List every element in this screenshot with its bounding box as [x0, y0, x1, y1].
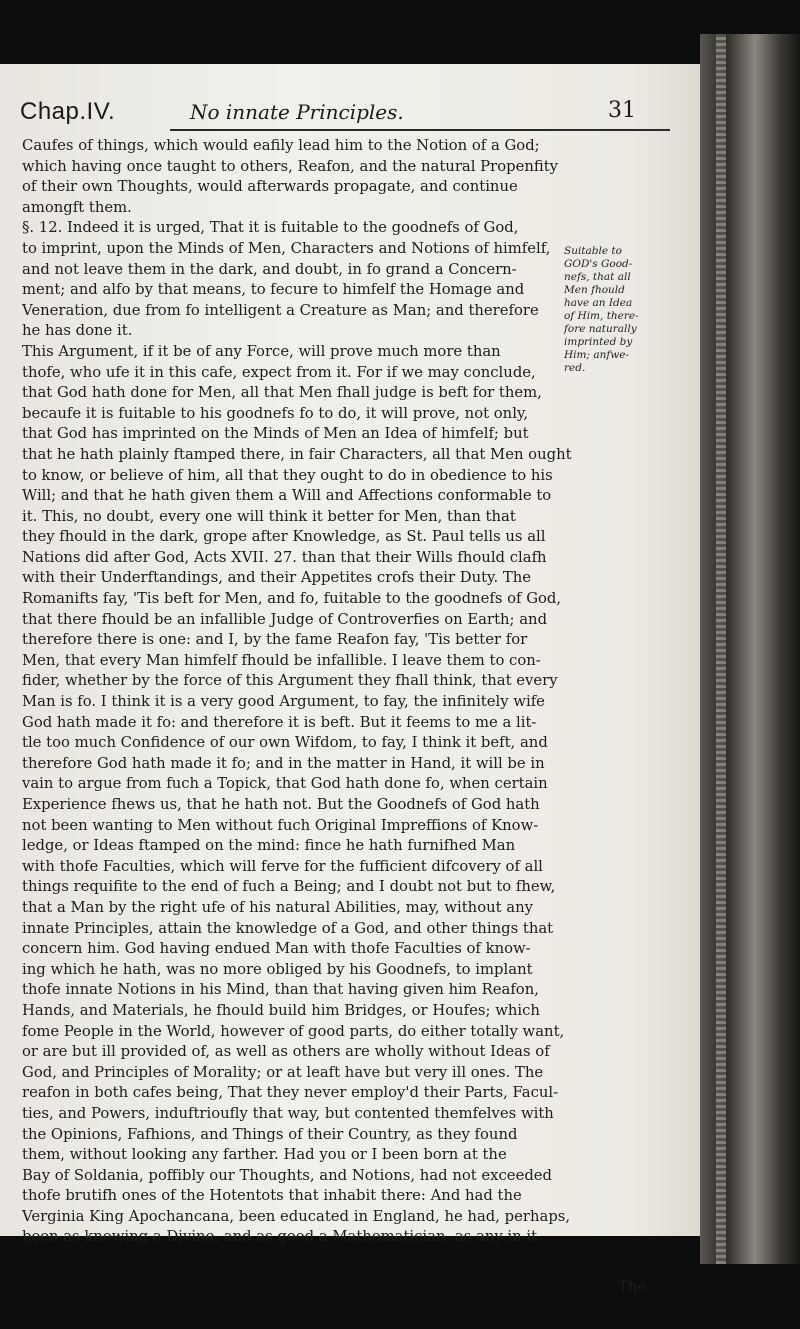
- margin-note-line: Suitable to: [564, 245, 622, 257]
- catchword: The: [618, 1277, 647, 1295]
- text-line: ties, and Powers, induftrioufly that way, but contented themfelves with: [22, 1104, 554, 1122]
- margin-note-line: GOD's Good-: [564, 258, 633, 270]
- text-line: fome People in the World, however of good parts, do either totally want,: [22, 1022, 565, 1040]
- text-line: Verginia King Apochancana, been educated in England, he had, perhaps,: [22, 1207, 571, 1225]
- margin-note-line: red.: [564, 362, 586, 374]
- text-line: thofe innate Notions in his Mind, than that having given him Reafon,: [22, 981, 539, 999]
- text-line: Experience fhews us, that he hath not. But the Goodnefs of God hath: [22, 796, 540, 813]
- text-line: that there fhould be an infallible Judge of Controverfies on Earth; and: [22, 610, 548, 628]
- text-line: amongft them.: [22, 198, 132, 216]
- book-page: [0, 64, 716, 1295]
- text-line: to imprint, upon the Minds of Men, Characters and Notions of himfelf,: [22, 239, 551, 257]
- text-line: he has done it.: [22, 322, 133, 340]
- text-line: that he hath plainly ftamped there, in fair Characters, all that Men ought: [22, 445, 572, 463]
- text-line: ledge, or Ideas ftamped on the mind: fince he hath furnifhed Man: [22, 837, 516, 855]
- text-line: innate Principles, attain the knowledge of a God, and other things that: [22, 919, 554, 937]
- header-rule: [170, 129, 670, 131]
- text-line: and not leave them in the dark, and doubt, in fo grand a Concern-: [22, 260, 517, 278]
- margin-note-line: Him; anfwe-: [564, 349, 630, 361]
- text-line: Men, that every Man himfelf fhould be infallible. I leave them to con-: [22, 651, 541, 669]
- margin-note-line: of Him, there-: [564, 310, 639, 322]
- text-line: Caufes of things, which would eafily lead him to the Notion of a God;: [22, 137, 540, 154]
- text-line: which having once taught to others, Reafon, and the natural Propenfity: [22, 157, 559, 175]
- text-line: This Argument, if it be of any Force, will prove much more than: [22, 342, 501, 360]
- margin-note: [564, 245, 668, 375]
- text-line: becaufe it is fuitable to his goodnefs fo to do, it will prove, not only,: [22, 404, 529, 422]
- text-line: concern him. God having endued Man with thofe Faculties of know-: [22, 940, 531, 958]
- text-line: them, without looking any farther. Had you or I been born at the: [22, 1146, 507, 1164]
- text-line: God, and Principles of Morality; or at leaft have but very ill ones. The: [22, 1063, 544, 1081]
- margin-note-line: Men fhould: [564, 284, 625, 296]
- text-line: or are but ill provided of, as well as others are wholly without Ideas of: [22, 1043, 550, 1061]
- book-gutter: [700, 34, 800, 1264]
- text-line: Veneration, due from fo intelligent a Creature as Man; and therefore: [22, 301, 539, 319]
- text-line: that God hath done for Men, all that Men fhall judge is beft for them,: [22, 384, 542, 402]
- text-line: they fhould in the dark, grope after Knowledge, as St. Paul tells us all: [22, 528, 546, 546]
- text-line: been as knowing a Divine, and as good a Mathematician, as any in it.: [22, 1228, 542, 1246]
- text-line: Nations did after God, Acts XVII. 27. than that their Wills fhould clafh: [22, 548, 547, 566]
- text-line: God hath made it fo: and therefore it is beft. But it feems to me a lit-: [22, 713, 537, 731]
- text-line: with thofe Faculties, which will ferve for the fufficient difcovery of all: [22, 857, 543, 875]
- text-line: it. This, no doubt, every one will think it better for Men, than that: [22, 507, 516, 525]
- page-number: 31: [608, 98, 636, 123]
- page-edges: [716, 34, 726, 1264]
- text-line: Man is fo. I think it is a very good Argument, to fay, the infinitely wife: [22, 693, 545, 711]
- margin-note-line: nefs, that all: [564, 271, 631, 283]
- text-line: therefore there is one: and I, by the fame Reafon fay, 'Tis better for: [22, 631, 528, 649]
- text-line: tle too much Confidence of our own Wifdom, to fay, I think it beft, and: [22, 734, 548, 752]
- text-line: not been wanting to Men without fuch Original Impreffions of Know-: [22, 816, 539, 834]
- text-line: that a Man by the right ufe of his natural Abilities, may, without any: [22, 898, 533, 916]
- text-line: therefore God hath made it fo; and in the matter in Hand, it will be in: [22, 754, 545, 772]
- body-text: [22, 136, 572, 1248]
- text-line: to know, or believe of him, all that they ought to do in obedience to his: [22, 466, 553, 484]
- text-line: Will; and that he hath given them a Will and Affections conformable to: [22, 487, 552, 505]
- text-line: thofe brutifh ones of the Hotentots that inhabit there: And had the: [22, 1187, 522, 1205]
- chapter-heading: Chap.IV.: [20, 98, 116, 125]
- text-line: Romanifts fay, 'Tis beft for Men, and fo, fuitable to the goodnefs of God,: [22, 590, 562, 608]
- text-line: things requifite to the end of fuch a Being; and I doubt not but to fhew,: [22, 878, 556, 896]
- text-line: that God has imprinted on the Minds of Men an Idea of himfelf; but: [22, 425, 529, 443]
- margin-note-line: fore naturally: [564, 323, 637, 335]
- text-line: ing which he hath, was no more obliged by his Goodnefs, to implant: [22, 960, 533, 978]
- text-line: of their own Thoughts, would afterwards propagate, and continue: [22, 178, 518, 196]
- running-title: No innate Principles.: [190, 100, 404, 124]
- page-header: [20, 98, 660, 134]
- text-line: with their Underftandings, and their Appetites crofs their Duty. The: [22, 569, 532, 587]
- text-line: Bay of Soldania, poffibly our Thoughts, and Notions, had not exceeded: [22, 1166, 553, 1184]
- text-line: reafon in both cafes being, That they never employ'd their Parts, Facul-: [22, 1084, 559, 1102]
- text-line: the Opinions, Fafhions, and Things of their Country, as they found: [22, 1125, 518, 1143]
- text-line: §. 12. Indeed it is urged, That it is fuitable to the goodnefs of God,: [22, 219, 519, 237]
- text-line: fider, whether by the force of this Argument they fhall think, that every: [22, 672, 558, 690]
- text-line: vain to argue from fuch a Topick, that God hath done fo, when certain: [22, 775, 548, 793]
- margin-note-line: have an Idea: [564, 297, 633, 309]
- margin-note-line: imprinted by: [564, 336, 633, 348]
- text-line: Hands, and Materials, he fhould build him Bridges, or Houfes; which: [22, 1001, 540, 1019]
- text-line: ment; and alfo by that means, to fecure to himfelf the Homage and: [22, 281, 525, 299]
- text-line: thofe, who ufe it in this cafe, expect from it. For if we may conclude,: [22, 363, 536, 381]
